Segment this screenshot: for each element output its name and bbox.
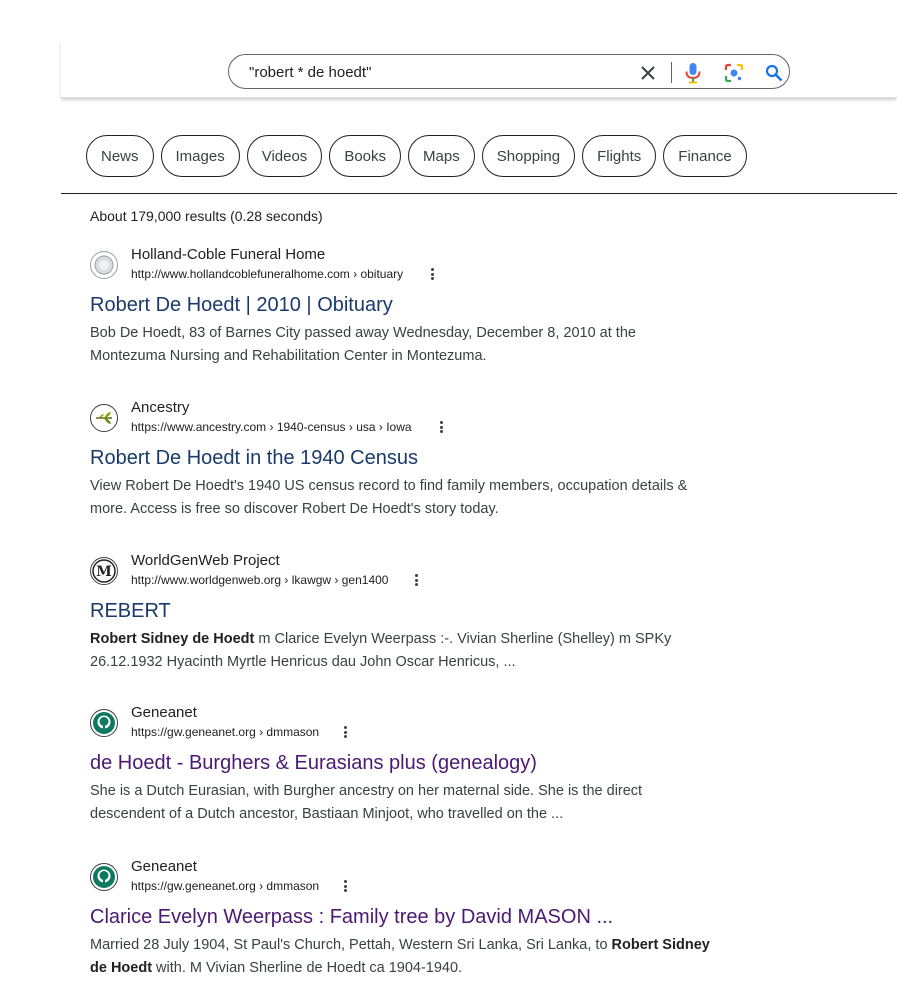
search-button[interactable] bbox=[759, 55, 789, 90]
close-icon bbox=[640, 65, 656, 81]
filter-chips bbox=[86, 135, 747, 177]
result-site-name: Holland-Coble Funeral Home bbox=[131, 246, 326, 263]
chip-shopping[interactable]: Shopping bbox=[482, 135, 575, 177]
snippet-line: 26.12.1932 Hyacinth Myrtle Henricus dau John Oscar Henricus, ... bbox=[90, 654, 516, 670]
result-site-name: Ancestry bbox=[131, 399, 190, 416]
chip-news[interactable]: News bbox=[86, 135, 154, 177]
snippet-line: descendent of a Dutch ancestor, Bastiaan Minjoot, who travelled on the ... bbox=[90, 806, 564, 822]
result-stats: About 179,000 results (0.28 seconds) bbox=[90, 208, 323, 224]
chip-maps[interactable]: Maps bbox=[408, 135, 475, 177]
result-snippet bbox=[90, 475, 730, 521]
snippet-line: She is a Dutch Eurasian, with Burgher ancestry on her maternal side. She is the direct bbox=[90, 783, 643, 799]
globe-icon bbox=[90, 251, 118, 279]
result-site-name: Geneanet bbox=[131, 704, 197, 721]
result-snippet bbox=[90, 628, 730, 674]
result-site-row[interactable] bbox=[90, 246, 730, 288]
snippet-bold: de Hoedt bbox=[90, 960, 153, 976]
result-site-name: Geneanet bbox=[131, 858, 197, 875]
snippet-bold: Robert Sidney de Hoedt bbox=[90, 631, 255, 647]
chip-books[interactable]: Books bbox=[329, 135, 401, 177]
result-title[interactable]: Robert De Hoedt | 2010 | Obituary bbox=[90, 294, 393, 316]
result-url: https://gw.geneanet.org › dmmason bbox=[131, 879, 320, 893]
result-snippet bbox=[90, 322, 730, 368]
microphone-icon bbox=[685, 62, 701, 84]
camera-lens-icon bbox=[724, 63, 744, 83]
more-options-icon[interactable] bbox=[425, 266, 439, 282]
more-options-icon[interactable] bbox=[409, 572, 423, 588]
snippet-bold: Robert Sidney bbox=[611, 937, 710, 953]
result-title[interactable]: de Hoedt - Burghers & Eurasians plus (genealogy) bbox=[90, 752, 537, 774]
result-title[interactable]: Clarice Evelyn Weerpass : Family tree by David MASON ... bbox=[90, 906, 614, 928]
search-result bbox=[90, 552, 730, 674]
tree-icon bbox=[90, 863, 118, 891]
search-result bbox=[90, 858, 730, 980]
result-site-row[interactable] bbox=[90, 399, 730, 441]
letter-m-icon bbox=[90, 557, 118, 585]
search-result bbox=[90, 246, 730, 368]
snippet-line: m Clarice Evelyn Weerpass :-. Vivian Sherline (Shelley) m SPKy bbox=[254, 631, 672, 647]
leaf-icon bbox=[90, 404, 118, 432]
clear-search-button[interactable] bbox=[633, 55, 663, 90]
chip-videos[interactable]: Videos bbox=[247, 135, 323, 177]
snippet-line: with. M Vivian Sherline de Hoedt ca 1904-1940. bbox=[152, 960, 463, 976]
chip-flights[interactable]: Flights bbox=[582, 135, 656, 177]
lens-search-button[interactable] bbox=[719, 55, 749, 90]
svg-text:M: M bbox=[96, 564, 112, 580]
more-options-icon[interactable] bbox=[338, 878, 352, 894]
search-box[interactable] bbox=[228, 54, 790, 89]
result-site-row[interactable] bbox=[90, 552, 730, 594]
voice-search-button[interactable] bbox=[678, 55, 708, 90]
result-snippet bbox=[90, 934, 730, 980]
tree-icon bbox=[90, 709, 118, 737]
snippet-line: View Robert De Hoedt's 1940 US census record to find family members, occupation details & bbox=[90, 478, 688, 494]
result-title[interactable]: REBERT bbox=[90, 600, 171, 622]
search-icon bbox=[765, 64, 783, 82]
header-divider bbox=[61, 193, 897, 194]
snippet-line: Montezuma Nursing and Rehabilitation Center in Montezuma. bbox=[90, 348, 487, 364]
more-options-icon[interactable] bbox=[338, 724, 352, 740]
result-url: https://gw.geneanet.org › dmmason bbox=[131, 725, 320, 739]
result-url: http://www.worldgenweb.org › lkawgw › gen1400 bbox=[131, 573, 389, 587]
result-url: https://www.ancestry.com › 1940-census › usa › Iowa bbox=[131, 420, 412, 434]
result-snippet bbox=[90, 780, 730, 826]
snippet-line: Bob De Hoedt, 83 of Barnes City passed away Wednesday, December 8, 2010 at the bbox=[90, 325, 636, 341]
chip-images[interactable]: Images bbox=[161, 135, 240, 177]
chip-finance[interactable]: Finance bbox=[663, 135, 746, 177]
result-site-row[interactable] bbox=[90, 858, 730, 900]
result-site-row[interactable] bbox=[90, 704, 730, 746]
snippet-line: Married 28 July 1904, St Paul's Church, Pettah, Western Sri Lanka, Sri Lanka, to bbox=[90, 937, 612, 953]
search-result bbox=[90, 704, 730, 826]
search-icons bbox=[609, 55, 789, 90]
search-input[interactable]: "robert * de hoedt" bbox=[249, 64, 372, 81]
result-site-name: WorldGenWeb Project bbox=[131, 552, 280, 569]
snippet-line: more. Access is free so discover Robert De Hoedt's story today. bbox=[90, 501, 499, 517]
result-title[interactable]: Robert De Hoedt in the 1940 Census bbox=[90, 447, 418, 469]
search-result bbox=[90, 399, 730, 521]
more-options-icon[interactable] bbox=[434, 419, 448, 435]
result-url: http://www.hollandcoblefuneralhome.com › obituary bbox=[131, 267, 404, 281]
search-divider bbox=[671, 62, 672, 83]
